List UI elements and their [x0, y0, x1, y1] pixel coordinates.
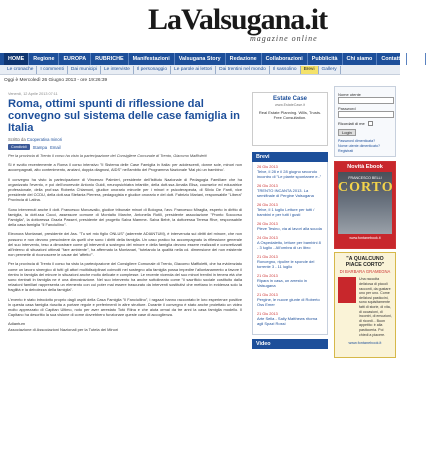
ebook-ad-url: www.fontanebook.it	[349, 236, 381, 241]
nav-redazione[interactable]: Redazione	[226, 53, 262, 65]
brevi-text[interactable]: Ripara in casa, un arresto in Valsugana	[257, 278, 308, 288]
password-label: Password	[338, 106, 356, 111]
cover-title: CORTO	[338, 180, 394, 196]
nav-pubblicita[interactable]: Pubblicità	[308, 53, 343, 65]
brevi-text[interactable]: Arte Sella - Sally Matthews ritorna agli Spazi Rossi	[257, 316, 318, 326]
brevi-text[interactable]: Telve, il 1 luglio Letture per tutti / bambini e per tutti i gusti	[257, 207, 315, 217]
site-tagline: magazine online	[250, 34, 318, 43]
brevi-text[interactable]: A Ospedaletto, letture per bambini 8 - 3 luglio - All'ombra di un libro	[257, 240, 321, 250]
nav-chi-siamo[interactable]: Chi siamo	[343, 53, 378, 65]
nav-valsugana-story[interactable]: Valsugana Story	[175, 53, 226, 65]
list-item[interactable]	[257, 236, 323, 250]
brevi-date: 24 Giu 2013	[257, 236, 278, 240]
book-cover-image	[338, 277, 356, 303]
book-ad-title: "A QUALCUNO PIACE CORTO"	[345, 256, 385, 269]
book-ad-url[interactable]: www.fontanebook.it	[348, 341, 382, 346]
nav-europa[interactable]: EUROPA	[59, 53, 91, 65]
login-links	[338, 139, 392, 153]
brevi-text[interactable]: Pergine, le nuove giunte di Roberto Oss Emer	[257, 297, 320, 307]
article-paragraph: Per la provincia di Trento il corso ha visto la partecipazione del Consigliere Comunale di Trento, Giacomo Maffioletti, che ha evidenziato come un lavoro sinergico di tutti gli attori multidisciplinari coinvolti nel sostegno alla famiglia possa impedire l'allontanamento a favore il rientro in famiglia del minore in situazioni anche molto delicate e complesse. Le recente vicenda del suo minori trentini in tenera età che sono rientrati in famiglia ne è una dimostrazione. Nel suo intervento ha anche sottolineato come "il sacrificio sociale costituito dalla relazioni familiari rappresenta un elemento con cui poter mai essere trascurato da interventi sostitutivi che mettano in evidenza solo la fragilità e la debolezza della famiglia".	[8, 261, 242, 293]
list-item[interactable]	[257, 203, 323, 217]
article-date: Venerdì, 12 Aprile 2013 07:11	[8, 92, 58, 96]
brevi-date: 26 Giu 2013	[257, 203, 278, 207]
forgot-username-link[interactable]: Nome utente dimenticato?	[338, 143, 380, 148]
article-title: Roma, ottimi spunti di riflessione dal convegno sul sistema delle case famiglia in Italia	[8, 98, 240, 134]
article-paragraph: Il convegno ha visto la partecipazione di Vincenzo Palmieri, presidente dell'Istituto Nazionale di Pedagogia Familiare che ha organizzato l'evento, e poi dell'onorevole Antonio Guidi, neuropsichiatra infantile, della dott.ssa Amalia Elisa, counselor ed educatrice professionale, della prof.ssa Roberta Chiamoni, giudice onorario minorile per i minori e psicoterapeuta, di Silvio De Fanti, vice presidente del CCDU, della dott.ssa Stefania Pierrera, pedagogista e giudice onorario e del dott. Fabrizio Mariani, responsabile "Libera" Provincia di Latina.	[8, 176, 242, 203]
ad-url: www.EstateCase.it	[275, 103, 305, 107]
nav-rubriche[interactable]: RUBRICHE	[91, 53, 128, 65]
sub-nav	[0, 65, 400, 75]
submit-row	[338, 129, 392, 136]
subnav-cronache[interactable]: Le cronache	[4, 66, 37, 74]
brevi-date: 21 Giu 2013	[257, 293, 278, 297]
ad-text: Real Estate Planning. Wills, Trusts. Free Consultation.	[258, 110, 322, 120]
register-link[interactable]: Registrati	[338, 148, 354, 153]
subnav-municipi[interactable]: Dai municipi	[68, 66, 101, 74]
masthead	[0, 0, 400, 50]
ebook-ad-title: Novità Ebook	[347, 164, 383, 171]
nav-home[interactable]: HOME	[4, 53, 29, 65]
brevi-date: 26 Giu 2013	[257, 222, 278, 226]
list-item[interactable]	[257, 312, 323, 326]
login-button[interactable]: Login	[338, 129, 356, 136]
book-ad-body	[338, 277, 392, 337]
article-paragraph: L'evento è stato introdotto proprio dagli ospiti della Casa Famiglia "Il Fanciullino", i ragazzi hanno raccontato le loro esperienze positive in questa casa famiglia riuscita a portare regole e preferimenti in altre strutture. Durante il convegno è stato anche proiettato un video molto apprezzato di Capitan Ultimo, noto per aver arrestato Totò Riina e che aiuta ormai da tre anni la casa famiglia modello. Il Capitano ha descritto la sua visione di come dovrebbero funzionare queste case di accoglienza.	[8, 296, 242, 318]
site-logo[interactable]: LaValsugana.it	[148, 3, 328, 36]
subnav-commenti[interactable]: I commenti	[37, 66, 67, 74]
ad-title: Estate Case	[272, 96, 308, 102]
subnav-personaggio[interactable]: Il personaggio	[134, 66, 171, 74]
ebook-ad[interactable]	[334, 161, 396, 249]
remember-label: Ricordati di me	[338, 121, 365, 126]
facebook-share-button[interactable]: Condividi	[8, 144, 30, 150]
list-item[interactable]	[257, 165, 323, 179]
cover-author: FRANCESCO BELLI	[348, 176, 382, 181]
subnav-gallery[interactable]: Gallery	[319, 66, 341, 74]
username-label: Nome utente	[338, 92, 361, 97]
list-item[interactable]	[257, 293, 323, 307]
login-form	[334, 86, 396, 157]
nav-collaborazioni[interactable]: Collaborazioni	[262, 53, 308, 65]
email-link[interactable]: Email	[50, 144, 61, 150]
forgot-password-link[interactable]: Password dimenticata?	[338, 139, 376, 143]
brevi-text[interactable]: Roncegno, ripulire le sponde del torrente 3 - 11 luglio	[257, 259, 315, 269]
middle-column	[252, 92, 328, 349]
book-ad-text: Una raccolta deliziosa di piccoli racconti, da gustare uno per uno. Come deliziosi pasticcini, sono squisitamente fatti di storie, di vita, di occasioni, di incontri, di emozioni, di ricordi... Buon appetito: è alla pasticceria. Poi chiedi a piacere.	[359, 277, 392, 337]
article-tools	[8, 144, 242, 150]
article-paragraph: Si è svolto recentemente a Roma il corso intensivo "Il Sistema delle Case Famiglia in Italia: per adolescenti, donne sole, minori non accompagnati, alto contenimento, anziani, doppia diagnosi, AIDS" nell'ambito del Programma Nazionale 'Mai più un bambino'.	[8, 162, 242, 173]
book-ad[interactable]	[334, 252, 396, 358]
nav-manifestazioni[interactable]: Manifestazioni	[129, 53, 175, 65]
subnav-lettori[interactable]: Le parole ai lettori	[171, 66, 216, 74]
subnav-brevi[interactable]: Brevi	[301, 66, 319, 74]
right-column	[334, 86, 396, 358]
signature-org: Adiantum	[8, 321, 25, 327]
list-item[interactable]	[257, 222, 323, 231]
current-date: Oggi è Mercoledì 26 Giugno 2013 - ore 19:26:39	[4, 78, 108, 83]
list-item[interactable]	[257, 274, 323, 288]
subnav-interviste[interactable]: Le interviste	[101, 66, 134, 74]
article-author	[8, 137, 242, 142]
brevi-date: 21 Giu 2013	[257, 274, 278, 278]
brevi-list	[252, 162, 328, 335]
nav-map[interactable]: Map	[407, 53, 426, 65]
password-input[interactable]	[338, 111, 394, 118]
list-item[interactable]	[257, 184, 323, 198]
remember-row	[338, 121, 392, 126]
author-link[interactable]: Cooperativa minori	[26, 137, 63, 142]
main-nav	[0, 53, 422, 65]
article-paragraph: Sono intervenuti anche il dott. Francesco Morcavallo, giudice tribunale minori di Bologna, l'avv. Francesco Miraglia, esperto in diritto di famiglia, la dott.ssa Cocci, assessore comune di Montalto Marche, Antonella Rotili, presidente associazione "Pronto Soccorso Famiglia", la dottoressa Grazia Passeri, presidente del progetto Salva Mamme- Salva Bebè, la dottoressa Teresa Rive, responsabile della casa famiglia "Il Fanciullino".	[8, 206, 242, 228]
subnav-trentini-mondo[interactable]: Dai trentini nel mondo	[216, 66, 270, 74]
ebook-cover-image	[338, 172, 392, 234]
nav-regione[interactable]: Regione	[29, 53, 59, 65]
subnav-sassolino[interactable]: Il sassolino	[270, 66, 301, 74]
video-heading: Video	[252, 339, 328, 349]
list-item[interactable]	[257, 255, 323, 269]
nav-contatti[interactable]: Contatti	[377, 53, 406, 65]
username-input[interactable]	[338, 97, 394, 104]
author-label: Scritto da	[8, 137, 26, 142]
remember-checkbox[interactable]	[368, 121, 373, 126]
brevi-text[interactable]: TRENTO INCANTA 2013. La semifinale di Pergine Valsugana	[257, 188, 314, 198]
book-ad-author: DI BARBARA GRAMEGNA	[339, 269, 391, 275]
brevi-date: 26 Giu 2013	[257, 165, 278, 169]
brevi-date: 21 Giu 2013	[257, 312, 278, 316]
article-paragraph: Eleonora Montanari, presidente dei Ass. "Tu sei mio figlio ONLUS" (aderente ADIANTUM), è intervenuta sui diritti del minore, che non possono e non devono prescindere da quelli che sono i diritti della famiglia. Un caso pratico ha accompagnato la riflessione generale del suo intervento, teso a dimostrare come gli interventi a sostegno del minore e della famiglia devono essere realizzati e concretizzati all'interno di situazioni ottimali "fare ambiente", ha affermato la Montanari, "tutelando la qualità nella cd. dimensione dei non esistente non permette di riconoscere le cause del 'affetto'".	[8, 231, 242, 258]
print-link[interactable]: Stampa	[32, 144, 48, 150]
signature-desc: Associazione di Associazioni Nazionali per la Tutela dei Minori	[8, 326, 119, 332]
brevi-date: 21 Giu 2013	[257, 255, 278, 259]
article-lead: Per la provincia di Trento il corso ha visto la partecipazione del Consigliere Comunale di Trento, Giacomo Maffioletti	[8, 153, 207, 158]
brevi-text[interactable]: Pieve Tesino, via ai lavori alla scuola	[257, 226, 322, 231]
brevi-text[interactable]: Telve, il 28 e il 28 giugno secondo incontro di "Le piante spontanee e.."	[257, 169, 322, 179]
estate-case-ad[interactable]	[252, 92, 328, 146]
brevi-date: 26 Giu 2013	[257, 184, 278, 188]
article	[8, 92, 242, 332]
brevi-heading: Brevi	[252, 152, 328, 162]
